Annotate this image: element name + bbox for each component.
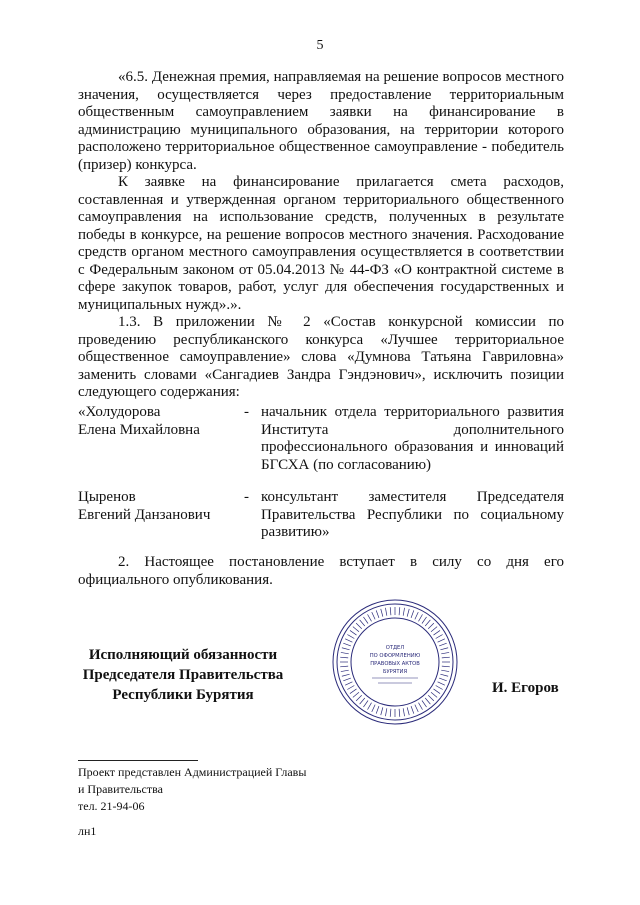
seal-ring-mark [368, 703, 372, 710]
seal-ring-mark [353, 627, 359, 632]
seal-ring-mark [385, 608, 386, 616]
seal-ring-mark [381, 707, 383, 715]
seal-ring-mark [403, 608, 404, 616]
seal-ring-mark [341, 670, 349, 671]
seal-ring-mark [436, 686, 443, 690]
signatory-title-line: Председателя Правительства [82, 667, 284, 683]
official-seal-stamp [330, 597, 460, 727]
seal-ring-mark [376, 610, 379, 618]
seal-ring-mark [372, 612, 375, 619]
seal-ring-mark [399, 607, 400, 615]
footer-line: Проект представлен Администрацией Главы [78, 765, 307, 779]
seal-ring-mark [425, 620, 430, 626]
seal-text-line: БУРЯТИЯ [382, 669, 408, 675]
member-entry [78, 489, 564, 542]
seal-ring-mark [440, 648, 448, 650]
member-given-names: Елена Михайловна [78, 421, 200, 438]
seal-ring-mark [390, 607, 391, 615]
seal-ring-mark [360, 620, 365, 626]
seal-text-line: ОТДЕЛ [385, 645, 405, 651]
seal-ring-mark [436, 635, 443, 639]
seal-ring-mark [341, 652, 349, 653]
seal-ring-mark [399, 709, 400, 717]
seal-ring-mark [431, 692, 437, 697]
signatory-title-line: Республики Бурятия [112, 687, 254, 703]
seal-ring-mark [347, 635, 354, 639]
footer-divider [78, 760, 198, 761]
closing-section [78, 554, 564, 589]
seal-ring-mark [415, 612, 418, 619]
seal-ring-mark [441, 670, 449, 671]
member-dash: - [244, 404, 249, 420]
seal-ring-mark [356, 695, 362, 701]
seal-ring-mark [428, 623, 434, 629]
seal-ring-mark [439, 643, 447, 646]
seal-ring-mark [415, 705, 418, 712]
member-entry [78, 404, 564, 474]
seal-ring-mark [343, 678, 351, 681]
footer-line: и Правительства [78, 782, 163, 796]
seal-ring-mark [438, 639, 445, 642]
footer-phone: тел. 21-94-06 [78, 799, 145, 813]
paragraph-premium: «6.5. Денежная премия, направляемая на решение вопросов местного значения, осуществляется через предоставление территориальным общественным самоуправлением заявки на финансирование в администрацию муниципального образования, на территории которого расположено территориальное общественное самоуправление - победитель (призер) конкурса. [78, 69, 564, 173]
seal-ring-mark [343, 643, 351, 646]
footer-note [78, 764, 306, 840]
paragraph-effective-date: 2. Настоящее постановление вступает в силу со дня его официального опубликования. [78, 554, 564, 588]
seal-ring-mark [363, 617, 368, 624]
paragraph-amendment: 1.3. В приложении № 2 «Состав конкурсной комиссии по проведению республиканского конкурса «Лучшее территориальное общественное самоуправление» слова «Думнова Татьяна Гавриловна» заменить словами «Сангадиев Зандра Гэндэнович», исключить позиции следующего содержания: [78, 314, 564, 400]
seal-ring-mark [360, 698, 365, 704]
seal-text-line: ПРАВОВЫХ АКТОВ [370, 661, 420, 667]
seal-ring-mark [434, 630, 441, 635]
seal-ring-mark [340, 666, 348, 667]
seal-ring-mark [411, 610, 414, 618]
seal-ring-mark [340, 657, 348, 658]
seal-ring-mark [441, 652, 449, 653]
member-given-names: Евгений Данзанович [78, 506, 211, 523]
seal-ring-mark [345, 682, 352, 685]
seal-ring-mark [438, 682, 445, 685]
seal-ring-mark [345, 639, 352, 642]
seal-ring-mark [385, 708, 386, 716]
seal-ring-mark [342, 648, 350, 650]
seal-ring-mark [440, 674, 448, 676]
seal-ring-mark [428, 695, 434, 701]
page-number: 5 [316, 38, 324, 53]
member-name [78, 489, 238, 524]
seal-ring-mark [425, 698, 430, 704]
seal-ring-mark [390, 709, 391, 717]
seal-ring-mark [419, 703, 423, 710]
signatory-title-line: Исполняющий обязанности [88, 647, 278, 663]
seal-ring-mark [356, 623, 362, 629]
member-surname: Цыренов [78, 489, 136, 505]
seal-ring-mark [353, 692, 359, 697]
seal-ring-mark [422, 617, 427, 624]
seal-ring-mark [442, 657, 450, 658]
member-role: консультант заместителя Председателя Правительства Республики по социальному развитию» [261, 489, 564, 540]
seal-ring-mark [431, 627, 437, 632]
seal-ring-mark [363, 701, 368, 708]
seal-ring-mark [411, 706, 414, 714]
seal-ring-mark [442, 666, 450, 667]
seal-text-line: ПО ОФОРМЛЕНИЮ [369, 653, 421, 659]
seal-ring-mark [347, 686, 354, 690]
seal-ring-mark [381, 609, 383, 617]
seal-ring-mark [342, 674, 350, 676]
footer-doc-code: лн1 [78, 824, 97, 838]
paragraph-estimate: К заявке на финансирование прилагается смета расходов, составленная и утвержденная органом территориального общественного самоуправления на использование средств, полученных в результате победы в конкурсе, на решение вопросов местного значения. Расходование средств органом местного самоуправления осуществляется в соответствии с Федеральным законом от 05.04.2013 № 44-ФЗ «О контрактной системе в сфере закупок товаров, работ, услуг для обеспечения государственных и муниципальных нужд».». [78, 174, 564, 313]
seal-ring-mark [439, 678, 447, 681]
seal-ring-mark [407, 609, 409, 617]
seal-ring-mark [350, 630, 357, 635]
seal-ring-mark [407, 707, 409, 715]
signer-name: И. Егоров [492, 680, 559, 696]
seal-ring-mark [422, 701, 427, 708]
member-role: начальник отдела территориального развития Института дополнительного профессионального образования и инноваций БГСХА (по согласованию) [261, 404, 564, 473]
seal-ring-mark [376, 706, 379, 714]
removed-members-list [78, 404, 564, 557]
body-text [78, 69, 564, 402]
signatory-title [78, 645, 288, 705]
seal-ring-mark [403, 708, 404, 716]
seal-ring-mark [372, 705, 375, 712]
seal-ring-mark [368, 614, 372, 621]
seal-ring-mark [350, 689, 357, 694]
member-name [78, 404, 238, 439]
member-surname: «Холудорова [78, 404, 161, 420]
member-dash: - [244, 489, 249, 505]
seal-ring-mark [419, 614, 423, 621]
seal-ring-mark [434, 689, 441, 694]
